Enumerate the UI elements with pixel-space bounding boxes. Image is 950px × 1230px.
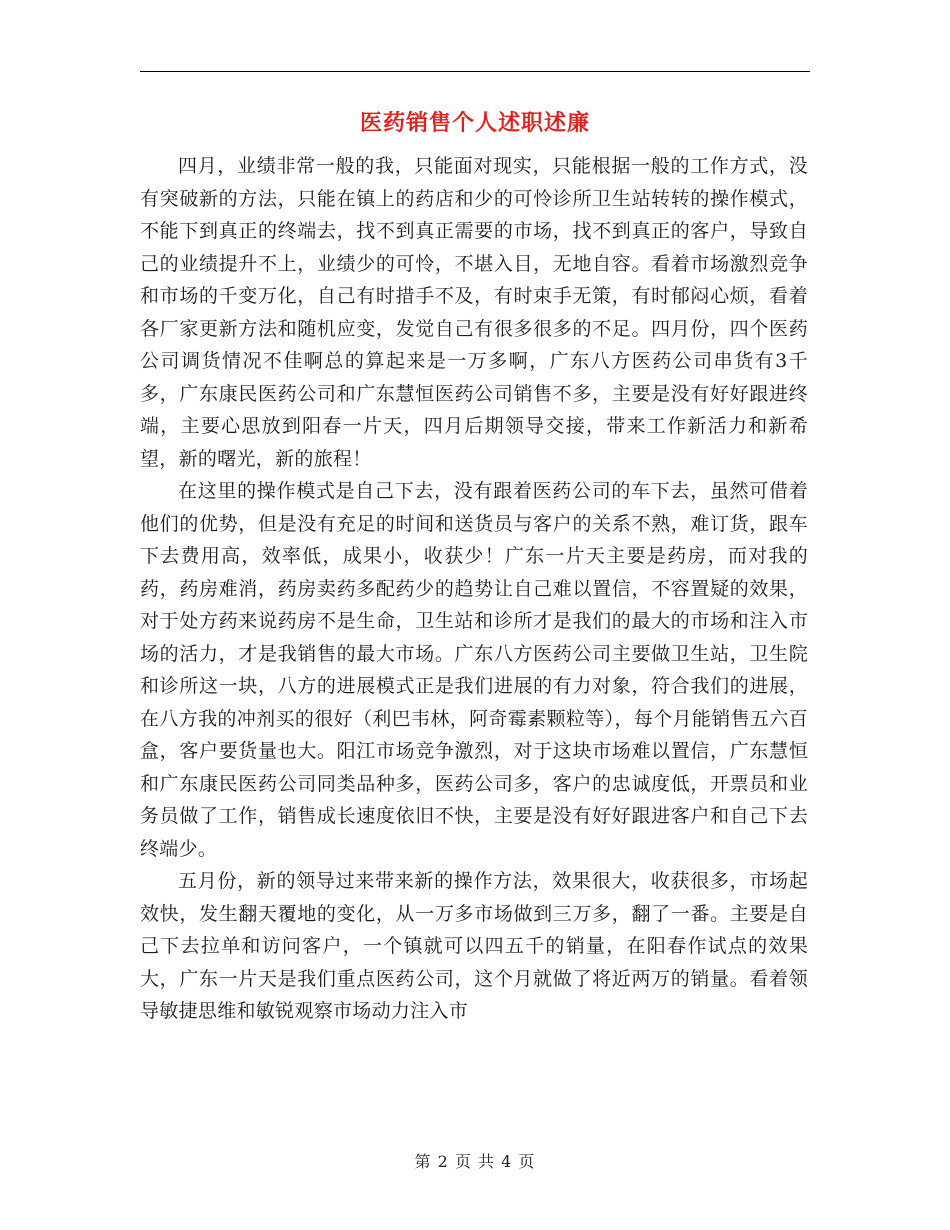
- page-footer: [0, 1150, 950, 1174]
- document-title: 医药销售个人述职述廉: [359, 110, 590, 136]
- page-number-label: 第 2 页 共 4 页: [414, 1152, 536, 1171]
- paragraph-2: 在这里的操作模式是自己下去，没有跟着医药公司的车下去，虽然可借着他们的优势，但是没有充足的时间和送货员与客户的关系不熟，难订货，跟车下去费用高，效率低，成果小，收获少！广东一片天主要是药房，而对我的药，药房难消，药房卖药多配药少的趋势让自己难以置信，不容置疑的效果，对于处方药来说药房不是生命，卫生站和诊所才是我们的最大的市场和注入市场的活力，才是我销售的最大市场。广东八方医药公司主要做卫生站，卫生院和诊所这一块，八方的进展模式正是我们进展的有力对象，符合我们的进展，在八方我的冲剂买的很好（利巴韦林，阿奇霉素颗粒等），每个月能销售五六百盒，客户要货量也大。阳江市场竞争激烈，对于这块市场难以置信，广东慧恒和广东康民医药公司同类品种多，医药公司多，客户的忠诚度低，开票员和业务员做了工作，销售成长速度依旧不快，主要是没有好好跟进客户和自己下去终端少。: [140, 480, 808, 860]
- document-body: [140, 150, 808, 1028]
- paragraph-3: 五月份，新的领导过来带来新的操作方法，效果很大，收获很多，市场起效快，发生翻天覆地的变化，从一万多市场做到三万多，翻了一番。主要是自己下去拉单和访问客户，一个镇就可以四五千的销量，在阳春作试点的效果大，广东一片天是我们重点医药公司，这个月就做了将近两万的销量。看着领导敏捷思维和敏锐观察市场动力注入市: [140, 870, 808, 1022]
- header-rule: [140, 71, 810, 72]
- paragraph-1: 四月，业绩非常一般的我，只能面对现实，只能根据一般的工作方式，没有突破新的方法，只能在镇上的药店和少的可怜诊所卫生站转转的操作模式，不能下到真正的终端去，找不到真正需要的市场，找不到真正的客户，导致自己的业绩提升不上，业绩少的可怜，不堪入目，无地自容。看着市场激烈竞争和市场的千变万化，自己有时措手不及，有时束手无策，有时郁闷心烦，看着各厂家更新方法和随机应变，发觉自己有很多很多的不足。四月份，四个医药公司调货情况不佳啊总的算起来是一万多啊，广东八方医药公司串货有3千多，广东康民医药公司和广东慧恒医药公司销售不多，主要是没有好好跟进终端，主要心思放到阳春一片天，四月后期领导交接，带来工作新活力和新希望，新的曙光，新的旅程！: [140, 155, 808, 470]
